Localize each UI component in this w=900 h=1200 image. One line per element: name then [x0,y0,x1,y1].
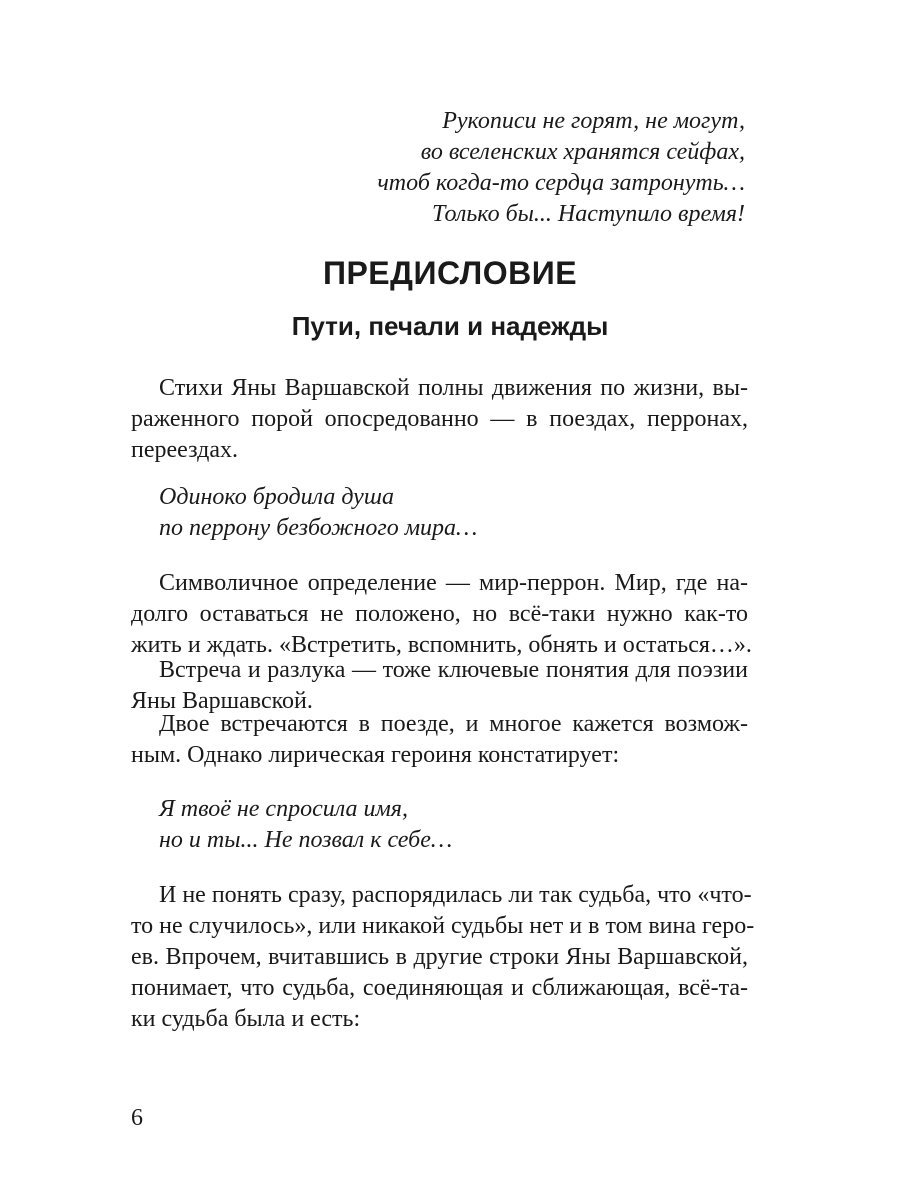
poem-quote-1 [159,482,477,544]
text-line: жить и ждать. «Встретить, вспомнить, обнять и остаться…». [131,632,752,658]
text-line: понимает, что судьба, соединяющая и сближающая, всё-та- [131,975,748,1001]
epigraph-line: Рукописи не горят, не могут, [442,108,745,134]
poem-line: Я твоё не спросила имя, [159,796,408,822]
text-line: Яны Варшавской. [131,688,313,714]
chapter-heading: ПРЕДИСЛОВИЕ [322,255,578,291]
epigraph-line: Только бы... Наступило время! [432,201,745,227]
text-line: Двое встречаются в поезде, и многое кажется возмож- [159,711,748,737]
text-line: ев. Впрочем, вчитавшись в другие строки Яны Варшавской, [131,944,748,970]
paragraph-5 [131,880,755,1035]
paragraph-2 [131,568,752,661]
epigraph [377,106,745,230]
text-line: переездах. [131,437,239,463]
poem-line: Одиноко бродила душа [159,484,394,510]
paragraph-4 [131,709,748,771]
epigraph-line: во вселенских хранятся сейфах, [420,139,745,165]
text-line: Встреча и разлука — тоже ключевые понятия для поэзии [159,657,748,683]
paragraph-3 [131,655,748,717]
text-line: ки судьба была и есть: [131,1006,361,1032]
epigraph-line: чтоб когда-то сердца затронуть… [377,170,745,196]
page-number: 6 [131,1105,143,1131]
text-line: И не понять сразу, распорядилась ли так судьба, что «что- [159,882,752,908]
poem-quote-2 [159,794,452,856]
poem-line: по перрону безбожного мира… [159,515,478,541]
text-line: Стихи Яны Варшавской полны движения по жизни, вы- [159,375,748,401]
text-line: раженного порой опосредованно — в поездах, перронах, [131,406,748,432]
poem-line: но и ты... Не позвал к себе… [159,827,453,853]
paragraph-1 [131,373,748,466]
text-line: долго оставаться не положено, но всё-таки нужно как-то [131,601,748,627]
chapter-subheading: Пути, печали и надежды [291,311,609,341]
text-line: то не случилось», или никакой судьбы нет и в том вина геро- [131,913,755,939]
text-line: ным. Однако лирическая героиня констатирует: [131,742,620,768]
text-line: Символичное определение — мир-перрон. Мир, где на- [159,570,748,596]
